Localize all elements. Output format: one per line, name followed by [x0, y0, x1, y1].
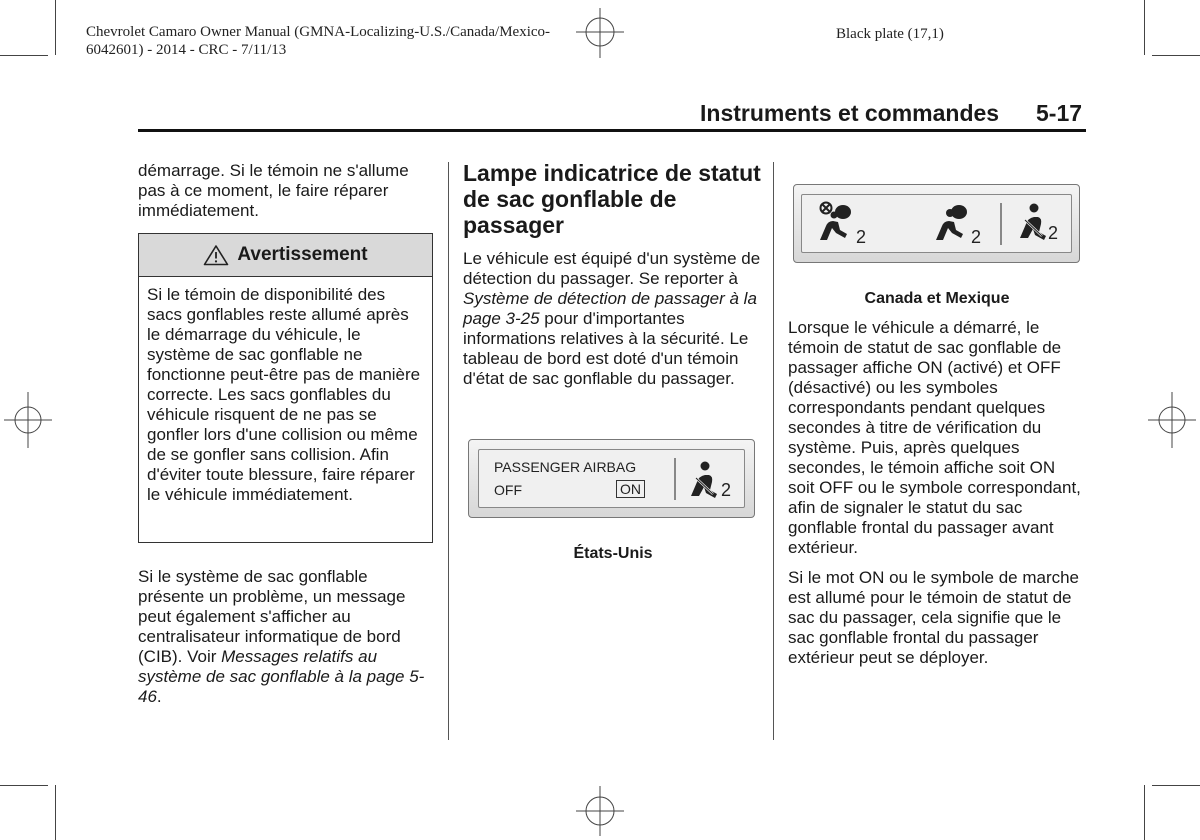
panel-icon-subscript: 2 [721, 480, 732, 500]
startup-paragraph: Lorsque le véhicule a démarré, le témoin de statut de sac gonflable de passager affiche ON (activé) et OFF (désactivé) ou les symboles correspondants pendant quelques secondes à titre de vérification du système. Puis, après quelques secondes, le témoin affiche soit ON soit OFF ou le symbole correspondant, afin de signaler le statut du sac gonflable frontal du passager avant extérieur. [788, 318, 1081, 557]
canada-mexico-caption: Canada et Mexique [864, 290, 1010, 307]
header-rule [138, 129, 1086, 132]
plate-label: Black plate (17,1) [836, 26, 944, 42]
passenger-airbag-off-icon [816, 200, 856, 244]
detection-paragraph [463, 249, 763, 389]
warning-title: Avertissement [237, 244, 368, 265]
intro-paragraph: démarrage. Si le témoin ne s'allume pas à ce moment, le faire réparer immédiatement. [138, 161, 409, 220]
panel-icon-subscript: 2 [1048, 223, 1059, 243]
panel-label-passenger-airbag: PASSENGER AIRBAG [494, 459, 637, 475]
section-title: Instruments et commandes [700, 100, 1000, 126]
column-divider [773, 162, 774, 740]
detection-paragraph-text: Le véhicule est équipé d'un système de détection du passager. Se reporter à [463, 249, 761, 288]
panel-label-on: ON [616, 480, 645, 498]
deploy-paragraph: Si le mot ON ou le symbole de marche est allumé pour le témoin de statut de sac du passager, cela signifie que le sac gonflable frontal du passager extérieur peut se déployer. [788, 568, 1080, 667]
crop-mark [0, 785, 48, 786]
crop-mark [55, 785, 56, 840]
crop-mark [1152, 55, 1200, 56]
crop-mark [1152, 785, 1200, 786]
canada-mexico-status-panel [793, 184, 1080, 263]
detection-paragraph-end: pour d'importantes informations relatives à la sécurité. Le tableau de bord est doté d'un témoin d'état de sac gonflable du passager. [463, 309, 749, 388]
crop-mark [0, 55, 48, 56]
seatbelt-passenger-icon [685, 460, 719, 502]
document-date-line: 6042601) - 2014 - CRC - 7/11/13 [86, 42, 287, 58]
us-caption: États-Unis [573, 545, 653, 562]
registration-mark-icon [0, 388, 56, 452]
registration-mark-icon [1144, 388, 1200, 452]
panel-divider [1000, 203, 1002, 245]
registration-mark-icon [570, 4, 630, 64]
warning-text: Si le témoin de disponibilité des sacs gonflables reste allumé après le démarrage du véhicule, le système de sac gonflable ne fonctionne peut-être pas de manière correcte. Les sacs gonflables du véhicule risquent de ne pas se gonfler lors d'une collision ou même de se gonfler sans collision. Afin d'éviter toute blessure, faire réparer le véhicule immédiatement. [147, 285, 421, 504]
crop-mark [55, 0, 56, 55]
column-divider [448, 162, 449, 740]
passenger-airbag-icon [932, 200, 972, 244]
warning-header [139, 234, 432, 277]
warning-box [138, 233, 433, 543]
seatbelt-passenger-icon [1014, 202, 1048, 244]
registration-mark-icon [570, 784, 630, 840]
cross-reference-link[interactable]: Système de détection de passager à la page 3-25 [463, 289, 757, 328]
cross-reference-link[interactable]: Messages relatifs au système de sac gonflable à la page 5-46 [138, 647, 425, 706]
document-id-line: Chevrolet Camaro Owner Manual (GMNA-Localizing-U.S./Canada/Mexico- [86, 24, 551, 40]
cib-paragraph-text: Si le système de sac gonflable présente un problème, un message peut également s'afficher au centralisateur informatique de bord (CIB). Voir [138, 567, 406, 666]
cib-paragraph [138, 567, 434, 707]
cib-paragraph-end: . [156, 687, 162, 706]
warning-triangle-icon [203, 244, 229, 266]
panel-icon-subscript: 2 [971, 227, 982, 247]
us-status-panel [468, 439, 755, 518]
panel-divider [674, 458, 676, 500]
panel-icon-subscript: 2 [856, 227, 867, 247]
subsection-heading: Lampe indicatrice de statut de sac gonflable de passager [463, 160, 761, 238]
page-number: 5-17 [1036, 100, 1083, 126]
crop-mark [1144, 0, 1145, 55]
panel-label-off: OFF [494, 482, 522, 498]
crop-mark [1144, 785, 1145, 840]
